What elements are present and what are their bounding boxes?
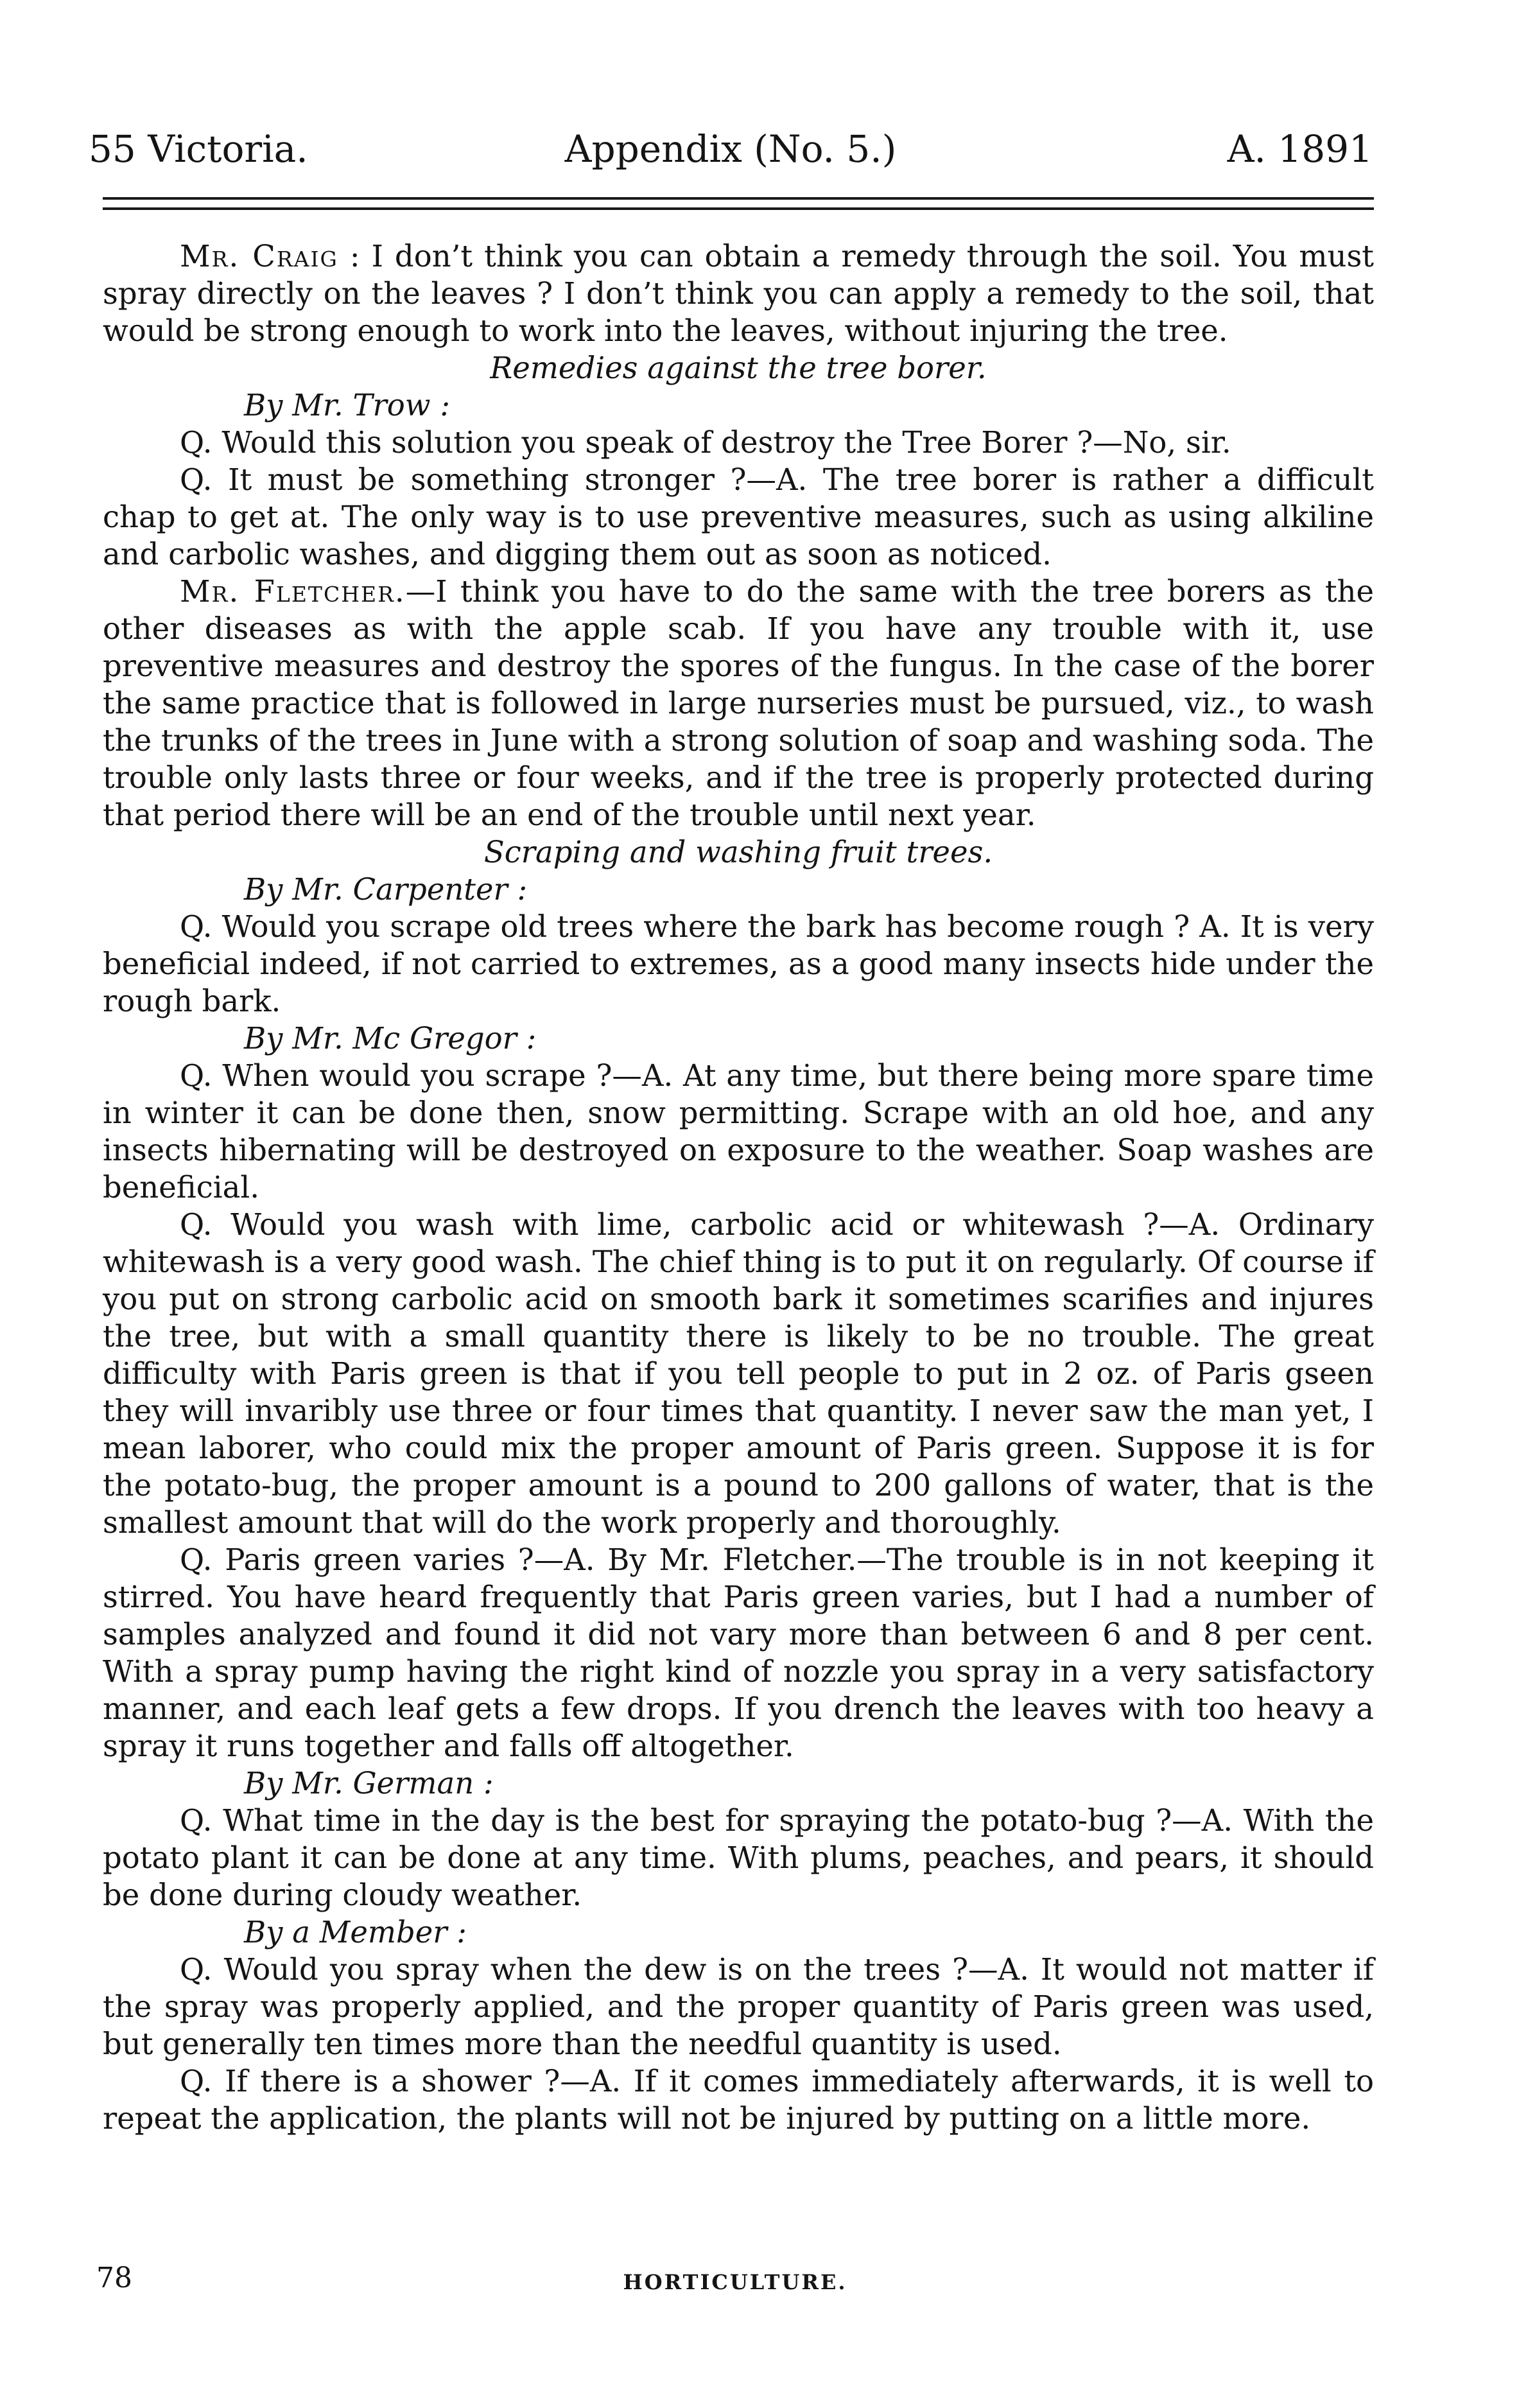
paragraph-fletcher — [103, 573, 1374, 833]
question-paragraph: Q. Would you wash with lime, carbolic acid or whitewash ?—A. Ordinary whitewash is a very good wash. The chief thing is to put it on regularly. Of course if you put on strong carbolic acid on smooth bark it sometimes scarifies and injures the tree, but with a small quantity there is likely to be no trouble. The great difficulty with Paris green is that if you tell people to put in 2 oz. of Paris gseen they will invaribly use three or four times that quantity. I never saw the man yet, I mean laborer, who could mix the proper amount of Paris green. Suppose it is for the potato-bug, the proper amount is a pound to 200 gallons of water, that is the smallest amount that will do the work properly and thoroughly. — [103, 1207, 1374, 1540]
questioner-label: By Mr. German : — [244, 1766, 494, 1801]
question-paragraph: Q. Would you spray when the dew is on the trees ?—A. It would not matter if the spray was properly applied, and the proper quantity of Paris green was used, but generally ten times more than the needful quantity is used. — [103, 1952, 1374, 2061]
paragraph-text: —I think you have to do the same with the tree borers as the other diseases as with the apple scab. If you have any trouble with it, use preventive measures and destroy the spores of the fungus. In the case of the borer the same practice that is followed in large nurseries must be pursued, viz., to wash the trunks of the trees in June with a strong solution of soap and washing soda. The trouble only lasts three or four weeks, and if the tree is properly protected during that period there will be an end of the trouble until next year. — [103, 574, 1375, 832]
questioner-label: By Mr. Carpenter : — [244, 872, 528, 907]
header-rule-top — [103, 197, 1374, 200]
header-appendix: Appendix (No. 5.) — [564, 127, 897, 171]
questioner-label: By Mr. Trow : — [244, 388, 451, 423]
section-title: HORTICULTURE. — [623, 2270, 847, 2294]
question-paragraph: Q. When would you scrape ?—A. At any time, but there being more spare time in winter it can be done then, snow permitting. Scrape with an old hoe, and any insects hibernating will be destroyed on exposure to the weather. Soap washes are beneficial. — [103, 1058, 1374, 1205]
paragraph-text: : I don’t think you can obtain a remedy through the soil. You must spray directly on the leaves ? I don’t think you can apply a remedy to the soil, that would be strong enough to work into the leaves, without injuring the tree. — [103, 239, 1374, 348]
section-heading: Scraping and washing fruit trees. — [483, 835, 993, 869]
body-text — [103, 238, 1374, 2137]
questioner-label: By Mr. Mc Gregor : — [244, 1021, 537, 1056]
question-paragraph: Q. If there is a shower ?—A. If it comes immediately afterwards, it is well to repeat the application, the plants will not be injured by putting on a little more. — [103, 2064, 1374, 2136]
header-session: 55 Victoria. — [89, 127, 308, 171]
paragraph-craig — [103, 238, 1374, 349]
speaker-name: Mr. Craig — [180, 239, 338, 274]
page-footer — [96, 2259, 1374, 2298]
header-year: A. 1891 — [1227, 127, 1373, 171]
header-rule-bottom — [103, 207, 1374, 210]
question-paragraph: Q. Would you scrape old trees where the bark has become rough ? A. It is very beneficial indeed, if not carried to extremes, as a good many insects hide under the rough bark. — [103, 909, 1374, 1018]
page-header — [89, 123, 1373, 175]
question-paragraph: Q. Would this solution you speak of destroy the Tree Borer ?—No, sir. — [180, 425, 1231, 460]
question-paragraph: Q. It must be something stronger ?—A. The tree borer is rather a difficult chap to get at. The only way is to use preventive measures, such as using alkiline and carbolic washes, and digging them out as soon as noticed. — [103, 462, 1374, 571]
questioner-label: By a Member : — [244, 1915, 467, 1950]
question-paragraph: Q. Paris green varies ?—A. By Mr. Fletcher.—The trouble is in not keeping it stirred. You have heard frequently that Paris green varies, but I had a number of samples analyzed and found it did not vary more than between 6 and 8 per cent. With a spray pump having the right kind of nozzle you spray in a very satisfactory manner, and each leaf gets a few drops. If you drench the leaves with too heavy a spray it runs together and falls off altogether. — [103, 1542, 1374, 1763]
page-number: 78 — [96, 2262, 132, 2294]
section-heading: Remedies against the tree borer. — [490, 351, 987, 385]
speaker-name: Mr. Fletcher. — [180, 574, 406, 609]
question-paragraph: Q. What time in the day is the best for spraying the potato-bug ?—A. With the potato plant it can be done at any time. With plums, peaches, and pears, it should be done during cloudy weather. — [103, 1803, 1374, 1912]
